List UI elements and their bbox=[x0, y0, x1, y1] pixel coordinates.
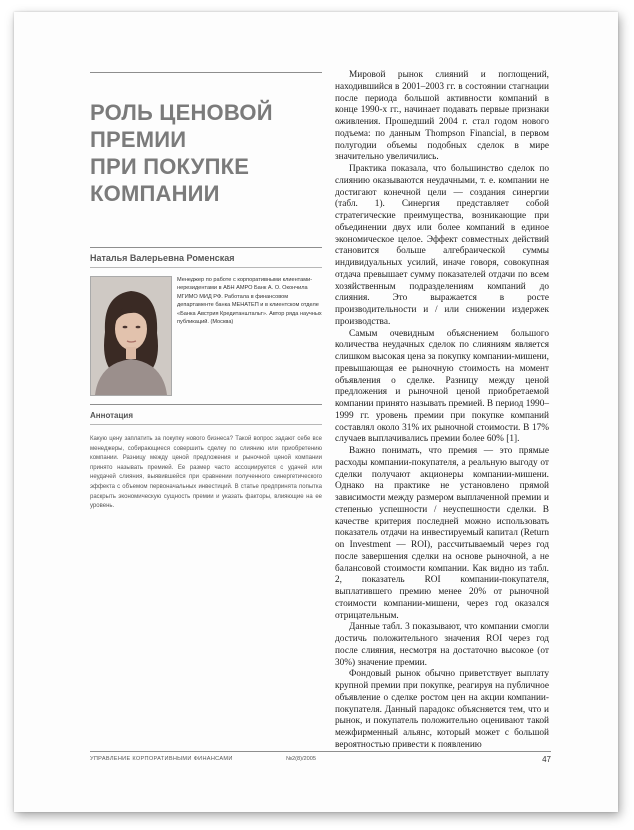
annotation-text: Какую цену заплатить за покупку нового бизнеса? Такой вопрос задают себе все менеджеры, собирающиеся совершить сделку по слиянию или приобретению компании. Разницу между ценой предложения и рыночной ценой компании принято называть премией. Ее размер часто ассоциируется с удачей или неудачей слияния, выявившейся при сравнении полученного синергетического эффекта с объемом первоначальных инвестиций. В статье предпринята попытка раскрыть экономическую сущность премии и указать факторы, влияющие на ее уровень. bbox=[90, 436, 322, 510]
body-paragraph: Практика показала, что большинство сделок по слиянию оказываются неудачными, т. е. компании не достигают конечной цели — создания синергии (табл. 1). Синергия представляет собой стратегические преимущества, возникающие при объединении двух или более компаний в единое экономическое целое. Эффект совместных действий становится больше алгебраической суммы индивидуальных усилий, иначе говоря, совокупная отдача превышает сумму показателей отдачи по всем хозяйственным подразделениям компаний до слияния. Это выражается в росте производительности и / или снижении издержек производства. bbox=[335, 164, 549, 327]
author-block bbox=[90, 276, 322, 398]
title-line: КОМПАНИИ bbox=[90, 181, 220, 206]
title-line: ПРИ ПОКУПКЕ bbox=[90, 154, 250, 179]
title-line: ПРЕМИИ bbox=[90, 127, 187, 152]
author-bio: Менеджер по работе с корпоративными клиентами-нерезидентами в АБН АМРО Банк А. О. Окончила МГИМО МИД РФ. Работала в финансовом департаменте банка МЕНАТЕП и в клиентском отделе «Банка Австрия Кредитанштальт». Автор ряда научных публикаций. (Москва) bbox=[177, 277, 322, 326]
author-photo bbox=[90, 276, 172, 396]
author-bottom-rule bbox=[90, 267, 322, 268]
title-line: РОЛЬ ЦЕНОВОЙ bbox=[90, 100, 273, 125]
article-title bbox=[90, 99, 322, 207]
portrait-image bbox=[91, 277, 171, 395]
body-paragraph: Фондовый рынок обычно приветствует выплату крупной премии при покупке, реагируя на публичное объявление о сделке ростом цен на акции компании-покупателя. Данный парадокс объясняется тем, что и рынок, и покупатель положительно оценивают такой межфирменный альянс, который может с большой вероятностью привести к появлению bbox=[335, 669, 549, 750]
author-top-rule bbox=[90, 247, 322, 248]
annotation-top-rule bbox=[90, 404, 322, 405]
journal-name: УПРАВЛЕНИЕ КОРПОРАТИВНЫМИ ФИНАНСАМИ bbox=[90, 756, 233, 762]
annotation-heading: Аннотация bbox=[90, 411, 133, 420]
body-paragraph: Мировой рынок слияний и поглощений, находившийся в 2001–2003 гг. в состоянии стагнации после периода большой активности компаний в конце 1990-х гг., начинает подавать первые признаки оживления. Прошедший 2004 г. стал годом нового подъема: по данным Thompson Financial, в первом полугодии объемы подобных сделок в мире значительно увеличились. bbox=[335, 70, 549, 163]
page-footer bbox=[90, 751, 551, 764]
title-top-rule bbox=[90, 72, 322, 73]
body-paragraph: Важно понимать, что премия — это прямые расходы компании-покупателя, а реальную выгоду от сделки получают акционеры компании-мишени. Однако на практике не установлено прямой зависимости между размером выплаченной премии и степенью успешности / неуспешности сделки. В качестве критерия последней можно использовать показатель отдачи на инвестируемый капитал (Return on Investment — ROI), рассчитываемый через год после завершения сделки на основе рыночной, а не балансовой стоимости компании. Как видно из табл. 2, показатель ROI компании-покупателя, выплатившего премию менее 20% от рыночной стоимости компании-мишени, через год оказался отрицательным. bbox=[335, 446, 549, 621]
body-paragraph: Самым очевидным объяснением большого количества неудачных сделок по слияниям является слишком высокая цена за покупку компании-мишени, превышающая ее рыночную стоимость на момент объявления о сделке. Разницу между ценой предложения и рыночной ценой приобретаемой компании принято называть премией. В период 1990–1999 гг. уровень премии при покупке компаний составлял около 31% их рыночной стоимости. В 17% случаев выплачивались премии более 60% [1]. bbox=[335, 328, 549, 445]
left-column bbox=[90, 72, 322, 512]
body-column bbox=[335, 70, 549, 752]
magazine-page bbox=[14, 12, 618, 812]
issue-number: №2(8)/2005 bbox=[286, 756, 316, 762]
body-paragraph: Данные табл. 3 показывают, что компании смогли достичь положительного значения ROI через год после слияния, несмотря на достаточно высокое (от 30%) значение премии. bbox=[335, 622, 549, 668]
page-number: 47 bbox=[542, 755, 551, 764]
annotation-rule bbox=[90, 424, 322, 425]
author-name: Наталья Валерьевна Роменская bbox=[90, 253, 235, 263]
